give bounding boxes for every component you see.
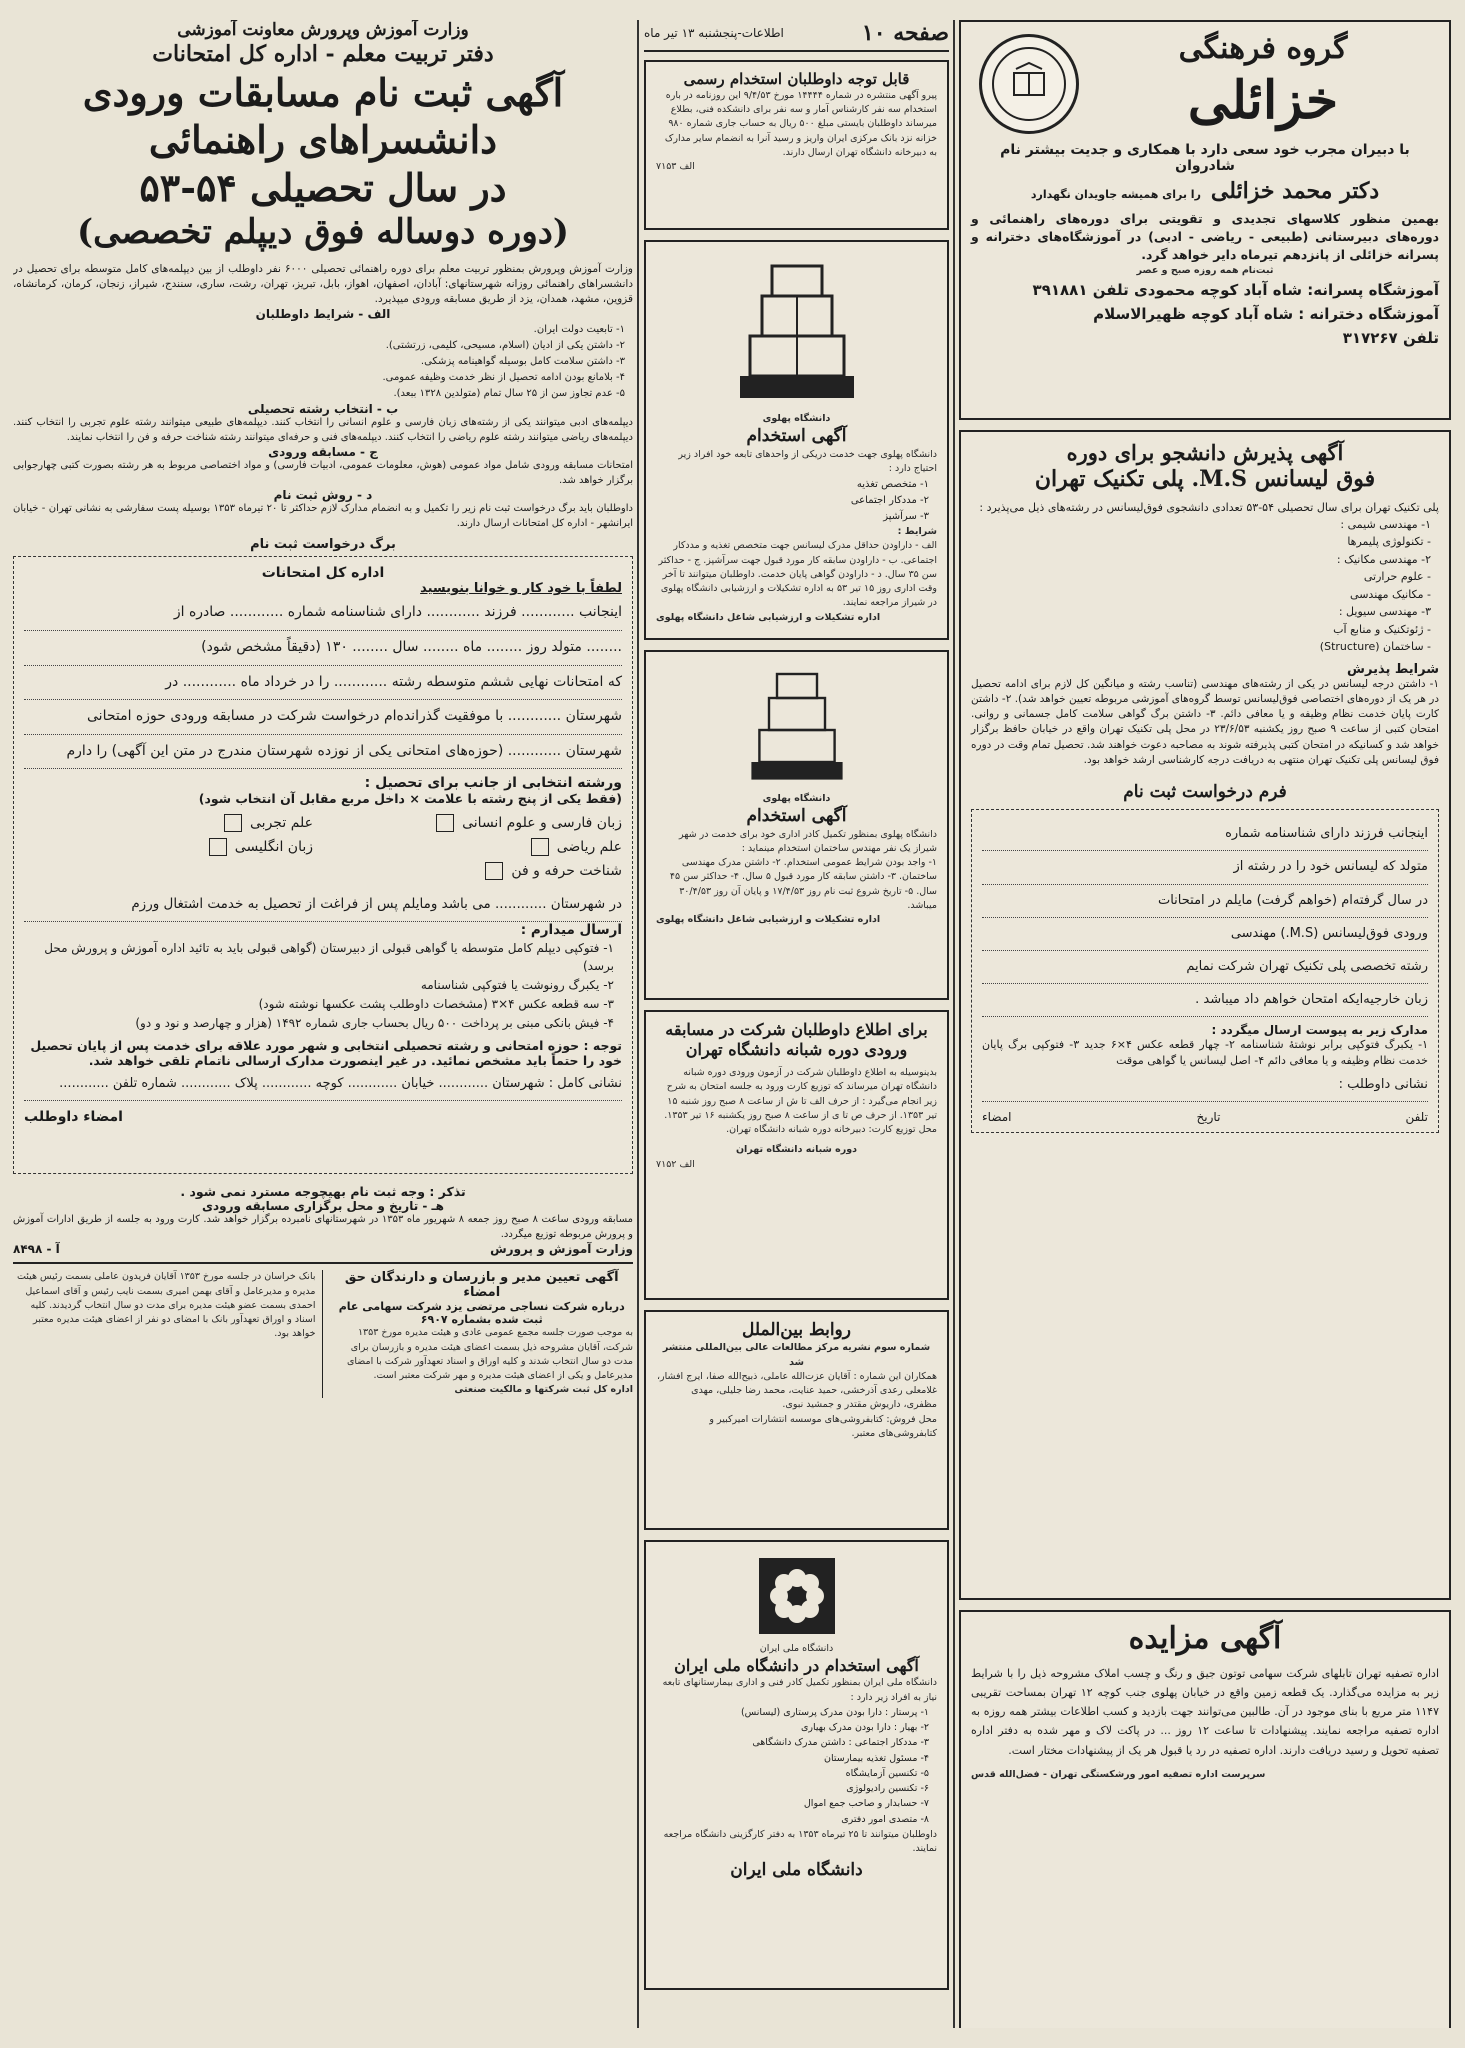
list-item: - علوم حرارتی bbox=[1363, 570, 1431, 584]
melli-positions bbox=[656, 1706, 937, 1827]
field-choice-label: شناخت حرفه و فن bbox=[511, 863, 622, 880]
ministry-title-1: آگهی ثبت نام مسابقات ورودی bbox=[82, 69, 564, 115]
checkbox[interactable] bbox=[531, 838, 549, 856]
dorm-row: در شهرستان ............ می باشد ومایلم پس از فراغت از تحصیل به خدمت اشتغال ورزم bbox=[24, 888, 622, 922]
list-item: - ساختمان (Structure) bbox=[1319, 640, 1431, 654]
ministry-title-3: در سال تحصیلی ۵۴-۵۳ bbox=[139, 164, 507, 210]
time-title: هـ - تاریخ و محل برگزاری مسابقه ورودی bbox=[202, 1199, 444, 1214]
field-choice[interactable] bbox=[24, 838, 313, 856]
list-item: ۸- متصدی امور دفتری bbox=[841, 1813, 929, 1825]
employment-notice-ref: الف ۷۱۵۳ bbox=[656, 161, 695, 172]
night-course-ref: الف ۷۱۵۲ bbox=[656, 1158, 695, 1170]
intl-relations-ad bbox=[644, 1310, 949, 1530]
pahlavi-ad1-conditions-title: شرایط : bbox=[897, 526, 937, 537]
conditions-list bbox=[13, 322, 633, 401]
emblem-book-icon bbox=[1004, 59, 1054, 109]
melli-sig: دانشگاه ملی ایران bbox=[730, 1860, 863, 1881]
send-items bbox=[24, 939, 622, 1032]
list-item: ۱- مهندسی شیمی : bbox=[1340, 517, 1431, 531]
list-item: ۳- سه قطعه عکس ۴×۳ (مشخصات داوطلب پشت عکسها نوشته شود) bbox=[258, 997, 614, 1012]
field-choices bbox=[24, 814, 622, 880]
list-item: - مکانیک مهندسی bbox=[1350, 587, 1431, 601]
form-office: اداره کل امتحانات bbox=[261, 565, 385, 582]
ministry-title-2: دانشسراهای راهنمائی bbox=[148, 117, 498, 163]
list-item: ۲- یکبرگ رونوشت یا فتوکپی شناسنامه bbox=[420, 978, 614, 993]
night-course-title: برای اطلاع داوطلبان شرکت در مسابقه ورودی دوره شبانه دانشگاه تهران bbox=[665, 1020, 928, 1059]
cultural-group-body: بهمین منظور کلاسهای تجدیدی و تقویتی برای دوره‌های راهنمائی و دوره‌های دبیرستانی (طبیعی - ریاضی - ادبی) در آموزشگاه‌های دخترانه و پسرانه خزائلی از پانزدهم تیرماه دایر خواهد گرد. bbox=[971, 210, 1439, 262]
field-choice[interactable] bbox=[24, 814, 313, 832]
list-item: ۲- مهندسی مکانیک : bbox=[1336, 552, 1431, 566]
form-heading: برگ درخواست ثبت نام bbox=[250, 537, 396, 553]
form-row: شهرستان ............ با موفقیت گذرانده‌ام درخواست شرکت در مسابقه ورودی حوزه امتحانی bbox=[24, 700, 622, 735]
cultural-group-person-tail: را برای همیشه جاویدان نگهدارد bbox=[1030, 188, 1201, 201]
auction-title: آگهی مزایده bbox=[1128, 1621, 1282, 1656]
exam-title: ج - مسابقه ورودی bbox=[268, 445, 378, 460]
polytechnic-form-title: فرم درخواست ثبت نام bbox=[1123, 782, 1287, 802]
send-title: ارسال میدارم : bbox=[520, 922, 622, 939]
pahlavi-ad2-conditions: ۱- واجد بودن شرایط عمومی استخدام. ۲- داشتن مدرک مهندسی ساختمان. ۳- داشتن سابقه کار مورد قبول ۵ سال. ۴- حداکثر سن ۴۵ سال. ۵- تاریخ شروع ثبت نام روز ۱۷/۴/۵۳ و پایان آن روز ۳۰/۴/۵۳ میباشد. bbox=[669, 857, 937, 911]
list-item: ۳- سرآشپز bbox=[883, 511, 929, 522]
form-row: ........ متولد روز ........ ماه ........ سال ........ ۱۳۰ (دقیقاً مشخص شود) bbox=[24, 631, 622, 666]
polytechnic-conditions-title: شرایط پذیرش bbox=[1347, 661, 1439, 677]
pahlavi-ad2-sig: اداره تشکیلات و ارزشیابی شاغل دانشگاه پهلوی bbox=[656, 914, 881, 925]
form-row: که امتحانات نهایی ششم متوسطه رشته ............ را در خرداد ماه ............ در bbox=[24, 666, 622, 701]
field-choice-label: علم ریاضی bbox=[556, 839, 622, 856]
polytechnic-ad bbox=[959, 430, 1451, 1600]
form-hint: لطفاً با خود کار و خوانا بنویسید bbox=[420, 581, 622, 597]
ministry-line: وزارت آموزش وپرورش معاونت آموزشی bbox=[177, 20, 469, 40]
employment-notice bbox=[644, 60, 949, 230]
appointment-title: آگهی تعیین مدیر و بازرسان و دارندگان حق امضاء bbox=[344, 1270, 619, 1301]
form-reminder: تذکر : وجه ثبت نام بهیچوجه مسترد نمی شود . bbox=[180, 1184, 466, 1200]
exam-body: امتحانات مسابقه ورودی شامل مواد عمومی (هوش، معلومات عمومی، ادبیات فارسی) و مواد اختصاصی مربوط به هر رشته بصورت کتبی چهارجوابی برگزار خواهد شد. bbox=[13, 460, 633, 486]
list-item: ۲- مددکار اجتماعی bbox=[850, 495, 929, 506]
melli-logo-text: دانشگاه ملی ایران bbox=[759, 1643, 834, 1654]
polytechnic-conditions: ۱- داشتن درجه لیسانس در یکی از رشته‌های مهندسی (تناسب رشته و میانگین کل لازم برای ادامه تحصیل در هر یک از دوره‌های اختصاصی فوق‌لیسانس توسط گروه‌های آموزشی مربوطه تعیین خواهد شد). ۲- داشتن کارت پایان خدمت نظام وظیفه و یا معافی دائم. ۳- داشتن برگ گواهی سلامت کامل جسمانی و روانی. امتحان کتبی از ساعت ۹ صبح روز یکشنبه ۲۳/۶/۵۳ در محل پلی تکنیک تهران واقع در خیابان حافظ برگزار خواهد شد و کسانیکه در امتحان کتبی پذیرفته شوند به مصاحبه دعوت خواهند شد. تحصیل تمام وقت در دوره فوق لیسانس پلی تکنیک تهران منتهی به دریافت درجه کارشناسی ارشد خواهد بود. bbox=[971, 677, 1439, 766]
registration-body: داوطلبان باید برگ درخواست ثبت نام زیر را تکمیل و به انضمام مدارک لازم حداکثر تا ۲۰ تیرماه ۱۳۵۳ بوسیله پست سفارشی به نشانی تهران - خیابان ایرانشهر - اداره کل امتحانات ارسال دارند. bbox=[13, 503, 633, 529]
cultural-group-name: خزائلی bbox=[1187, 69, 1339, 131]
column-divider bbox=[637, 20, 639, 2028]
night-course-ad bbox=[644, 1010, 949, 1300]
list-item: ۱- فتوکپی دیپلم کامل متوسطه یا گواهی قبولی از دبیرستان (گواهی قبولی باید به تائید اداره آموزش و پرورش محل برسد) bbox=[44, 941, 614, 974]
checkbox[interactable] bbox=[436, 814, 454, 832]
intl-relations-body: همکاران این شماره : آقایان عزت‌الله عاملی، ذبیح‌الله صفا، ایرج افشار، غلامعلی رعدی آذرخشی، حمید عنایت، محمد رضا جلیلی، مهدی مظفری، داریوش مقتدر و جمشید نبوی. bbox=[656, 1370, 937, 1411]
checkbox[interactable] bbox=[485, 862, 503, 880]
form-row: رشته تخصصی پلی تکنیک تهران شرکت نمایم bbox=[982, 951, 1428, 984]
melli-deadline: داوطلبان میتوانند تا ۲۵ تیرماه ۱۳۵۳ به دفتر کارگزینی دانشگاه مراجعه نمایند. bbox=[663, 1828, 937, 1854]
ministry-ref: آ - ۸۴۹۸ bbox=[13, 1242, 60, 1257]
auction-body: اداره تصفیه تهران تابلهای شرکت سهامی توتون جیق و رنگ و چسب املاک مشروحه ذیل را با شرایط زیر به مزایده می‌گذارد. یک قطعه زمین واقع در خیابان پهلوی جنب کوچه ۱۲ تهران بمساحت تقریبی ۱۱۴۷ متر مربع با بنای موجود در آن. طالبین می‌توانند جهت بازدید و کسب اطلاعات بیشتر همه روزه به اداره تصفیه مراجعه نمایند. پیشنهادات تا ساعت ۱۲ روز ... در پاکت لاک و مهر شده به دفتر اداره تصفیه تحویل و رسید دریافت دارند. اداره تصفیه در رد یا قبول هر یک از پیشنهادات مختار است. bbox=[971, 1666, 1440, 1757]
night-course-body: بدینوسیله به اطلاع داوطلبان شرکت در آزمون ورودی دوره شبانه دانشگاه تهران میرساند که توزیع کارت ورود به جلسه امتحان به شرح زیر انجام می‌گیرد : از حرف الف تا ش از ساعت ۸ صبح روز شنبه ۱۵ تیر ۱۳۵۳. از حرف ص تا ی از ساعت ۸ صبح روز یکشنبه ۱۶ تیر ۱۳۵۳. محل توزیع کارت: دبیرخانه دوره شبانه دانشگاه تهران. bbox=[664, 1067, 937, 1135]
issue-date: اطلاعات-پنجشنبه ۱۳ تیر ماه bbox=[644, 26, 784, 40]
form-row: متولد که لیسانس خود را در رشته از bbox=[982, 851, 1428, 884]
form-row: ورودی فوق‌لیسانس (M.S.) مهندسی bbox=[982, 918, 1428, 951]
list-item: ۵- تکنسین آزمایشگاه bbox=[845, 1767, 929, 1779]
field-choice-label: علم تجربی bbox=[250, 815, 313, 832]
phone-label: تلفن bbox=[1405, 1110, 1428, 1125]
intl-relations-subtitle: شماره سوم نشریه مرکز مطالعات عالی بین‌المللی منتشر شد bbox=[662, 1342, 931, 1368]
attachments-title: مدارک زیر به پیوست ارسال میگردد : bbox=[1211, 1023, 1428, 1038]
polytechnic-title-1: آگهی پذیرش دانشجو برای دوره bbox=[1066, 440, 1344, 465]
page-number: صفحه ۱۰ bbox=[861, 20, 949, 46]
list-item: ۱- تابعیت دولت ایران. bbox=[533, 324, 625, 336]
ministry-signature: وزارت آموزش و پرورش bbox=[490, 1242, 633, 1257]
cultural-group-intro: با دبیران مجرب خود سعی دارد با همکاری و جدیت بیشتر نام شادروان bbox=[1000, 142, 1410, 174]
pahlavi-ad1-title: آگهی استخدام bbox=[746, 426, 847, 447]
polytechnic-form bbox=[971, 809, 1439, 1133]
form-row: در سال گرفته‌ام (خواهم گرفت) مایلم در امتحانات bbox=[982, 885, 1428, 918]
pahlavi-university-logo-icon bbox=[732, 666, 862, 786]
signature-label: امضاء bbox=[982, 1110, 1012, 1125]
form-row: اینجانب ............ فرزند ............ دارای شناسنامه شماره ............ صادره از bbox=[24, 596, 622, 631]
ministry-intro: وزارت آموزش وپرورش بمنظور تربیت معلم برای دوره راهنمائی تحصیلی ۶۰۰۰ نفر داوطلب از بین دیپلمه‌های کامل متوسطه برای تحصیل در دانشسراهای راهنمائی روزانه شهرستانهای: آبادان، اصفهان، اهواز، بابل، تبریز، تهران، رشت، ساری، سنندج، شیراز، زنجان، کرمان، کرمانشاه، قزوین، مشهد، همدان، یزد از طریق مسابقه ورودی میپذیرد. bbox=[13, 262, 633, 306]
field-choice-label: زبان انگلیسی bbox=[234, 839, 313, 856]
pahlavi-ad1-positions bbox=[656, 477, 937, 524]
applicant-signature: امضاء داوطلب bbox=[24, 1109, 123, 1126]
list-item: ۴- بلامانع بودن ادامه تحصیل از نظر خدمت وظیفه عمومی. bbox=[382, 372, 625, 384]
pahlavi-ad1-sig: اداره تشکیلات و ارزشیابی شاغل دانشگاه پهلوی bbox=[656, 611, 881, 623]
pahlavi-ad1-intro: دانشگاه پهلوی جهت خدمت دریکی از واحدهای تابعه خود افراد زیر احتیاج دارد : bbox=[678, 448, 937, 474]
office-line: دفتر تربیت معلم - اداره کل امتحانات bbox=[152, 41, 494, 68]
appointment-body: به موجب صورت جلسه مجمع عمومی عادی و هیئت مدیره مورخ ۱۳۵۳ شرکت، آقایان مشروحه ذیل بسمت اعضای هیئت مدیره و بازرسان برای مدت دو سال انتخاب شدند و کلیه اوراق و اسناد تعهدآور شرکت با امضای مدیرعامل و یکی از اعضای هیئت مدیره و مهر شرکت معتبر است. bbox=[346, 1327, 633, 1382]
selection-title: ب - انتخاب رشته تحصیلی bbox=[247, 402, 399, 417]
employment-notice-body: پیرو آگهی منتشره در شماره ۱۴۴۴۴ مورخ ۹/۴/۵۳ این روزنامه در باره استخدام سه نفر کارشناس آمار و سه نفر برای دانشکده فنی، بطلاع میرساند داوطلبان بایستی مبلغ ۵۰۰ ریال به حساب جاری شماره ۹۸۰ خزانه نزد بانک مرکزی ایران واریز و رسید آنرا به انضمام سایر مدارک به دبیرخانه دانشگاه تهران ارسال دارند. bbox=[664, 89, 937, 158]
list-item: ۲- بهیار : دارا بودن مدرک بهیاری bbox=[800, 1722, 929, 1733]
cultural-group-person: دکتر محمد خزائلی bbox=[1210, 178, 1380, 204]
melli-title: آگهی استخدام در دانشگاه ملی ایران bbox=[674, 1656, 919, 1676]
list-item: ۲- داشتن یکی از ادیان (اسلام، مسیحی، کلیمی، زرتشتی). bbox=[385, 340, 625, 352]
auction-signature: سرپرست اداره تصفیه امور ورشکستگی تهران - فضل‌الله قدس bbox=[971, 1768, 1266, 1780]
form-row: زبان خارجیه‌ایکه امتحان خواهم داد میباشد . bbox=[982, 984, 1428, 1017]
list-item: ۱- متخصص تغذیه bbox=[856, 479, 929, 490]
form-note: توجه : حوزه امتحانی و رشته تحصیلی انتخابی و شهر مورد علاقه برای خدمت پس از پایان تحصیل خود را حتماً باید مشخص نمائید. در غیر اینصورت مدارک ارسالی ناتمام تلقی خواهد شد. bbox=[30, 1038, 622, 1069]
auction-ad bbox=[959, 1610, 1451, 2028]
list-item: ۶- تکنسین رادیولوژی bbox=[846, 1783, 929, 1794]
list-item: ۷- حسابدار و صاحب جمع اموال bbox=[803, 1798, 929, 1810]
polytechnic-intro: پلی تکنیک تهران برای سال تحصیلی ۵۴-۵۳ تعدادی دانشجوی فوق‌لیسانس در رشته‌های ذیل می‌پذیرد : bbox=[979, 500, 1439, 514]
cultural-group-hours: ثبت‌نام همه روزه صبح و عصر bbox=[1136, 264, 1274, 276]
pahlavi-university-logo-icon bbox=[732, 256, 862, 406]
melli-university-logo-icon bbox=[757, 1556, 837, 1636]
pahlavi-ad1-conditions: الف - داراودن حداقل مدرک لیسانس جهت متخصص تغذیه و مددکار اجتماعی. ب - داراودن سابقه کار مورد قبول جهت سرآشپز. ج - حداکثر سن ۳۵ سال. د - داراودن گواهی پایان خدمت. داوطلبان میتوانند تا آخر وقت اداری روز ۱۵ تیر ۵۳ به اداره تشکیلات و ارزشیابی دانشگاه پهلوی در شیراز مراجعه نمایند. bbox=[658, 540, 937, 609]
field-choice[interactable] bbox=[333, 814, 622, 832]
pahlavi-logo-text: دانشگاه پهلوی bbox=[762, 413, 831, 424]
field-prompt: ورشته انتخابی از جانب برای تحصیل : bbox=[364, 775, 622, 792]
school-emblem bbox=[979, 34, 1079, 134]
melli-intro: دانشگاه ملی ایران بمنظور تکمیل کادر فنی و اداری بیمارستانهای تابعه نیاز به افراد زیر دارد : bbox=[662, 1677, 937, 1703]
form-row: اینجانب فرزند دارای شناسنامه شماره bbox=[982, 818, 1428, 851]
address-line: نشانی داوطلب : bbox=[982, 1069, 1428, 1102]
form-row: شهرستان ............ (حوزه‌های امتحانی یکی از نوزده شهرستان مندرج در متن این آگهی) را دارم bbox=[24, 735, 622, 770]
melli-university-ad bbox=[644, 1540, 949, 1990]
girls-school-phone: تلفن ۳۱۷۲۶۷ bbox=[1342, 329, 1439, 348]
field-choice-label: زبان فارسی و علوم انسانی bbox=[462, 815, 622, 832]
emblem-ring-icon bbox=[992, 47, 1066, 121]
column-divider bbox=[953, 20, 955, 2028]
intl-relations-sale: محل فروش: کتابفروشی‌های موسسه انتشارات امیرکبیر و کتابفروشی‌های معتبر. bbox=[709, 1413, 937, 1439]
list-item: ۴- مسئول تغذیه بیمارستان bbox=[824, 1752, 929, 1764]
polytechnic-field-list bbox=[971, 517, 1439, 656]
intl-relations-title: روابط بین‌الملل bbox=[742, 1320, 851, 1340]
pahlavi-ad2-title: آگهی استخدام bbox=[746, 806, 847, 827]
employment-notice-title: قابل توجه داوطلبان استخدام رسمی bbox=[683, 70, 910, 88]
conditions-title: الف - شرایط داوطلبان bbox=[255, 307, 391, 322]
appointment-sig: اداره کل ثبت شرکتها و مالکیت صنعتی bbox=[454, 1384, 633, 1396]
date-label: تاریخ bbox=[1196, 1110, 1221, 1125]
time-body: مسابقه ورودی ساعت ۸ صبح روز جمعه ۸ شهریور ماه ۱۳۵۳ در شهرستانهای نامبرده برگزار خواهد شد. کارت ورود به جلسه از طریق ادارات آموزش و پرورش مربوطه توزیع میگردد. bbox=[13, 1214, 633, 1240]
list-item: - تکنولوژی پلیمرها bbox=[1347, 535, 1431, 549]
list-item: ۴- فیش بانکی مبنی بر پرداخت ۵۰۰ ریال بحساب جاری شماره ۱۴۹۲ (هزار و چهارصد و نود و دو) bbox=[135, 1016, 614, 1031]
selection-body: دیپلمه‌های ادبی میتوانند یکی از رشته‌های زبان فارسی و علوم انسانی را انتخاب کنند. دیپلمه‌های طبیعی میتوانند رشته علوم تجربی را انتخاب کنند. دیپلمه‌های ریاضی میتوانند رشته علوم ریاضی را انتخاب کنند. دیپلمه‌های فنی و حرفه‌ای میتوانند رشته شناخت حرفه و فن را انتخاب نمایند. bbox=[13, 417, 633, 443]
field-choice[interactable] bbox=[333, 838, 622, 856]
list-item: ۳- داشتن سلامت کامل بوسیله گواهینامه پزشکی. bbox=[420, 356, 625, 368]
appointment-notice bbox=[331, 1270, 634, 1397]
list-item: - ژئوتکنیک و منابع آب bbox=[1333, 622, 1431, 636]
registration-form bbox=[13, 556, 633, 1174]
attachments-list: ۱- یکبرگ فتوکپی برابر نوشتۀ شناسنامه ۲- چهار قطعه عکس ۴×۶ جدید ۳- فتوکپی برگ پایان خدمت نظام وظیفه و یا معافی دائم ۴- اصل لیسانس یا گواهی موقت bbox=[982, 1038, 1429, 1068]
pahlavi-ad-2 bbox=[644, 650, 949, 1000]
field-choice[interactable] bbox=[333, 862, 622, 880]
appointment-subtitle: درباره شرکت نساجی مرتضی یزد شرکت سهامی عام ثبت شده بشماره ۶۹۰۷ bbox=[338, 1300, 625, 1327]
girls-school-address: آموزشگاه دخترانه : شاه آباد کوچه ظهیرالاسلام bbox=[1093, 305, 1439, 324]
list-item: ۳- مددکار اجتماعی : داشتن مدرک دانشگاهی bbox=[752, 1737, 929, 1749]
page-header-strip bbox=[644, 20, 949, 52]
pahlavi-ad-1 bbox=[644, 240, 949, 640]
polytechnic-title-2: فوق لیسانس M.S. پلی تکنیک تهران bbox=[1034, 466, 1376, 493]
address-row: نشانی کامل : شهرستان ............ خیابان ............ کوچه ............ پلاک ............ شماره تلفن ............ bbox=[24, 1068, 622, 1101]
night-course-sig: دوره شبانه دانشگاه تهران bbox=[735, 1144, 858, 1156]
pahlavi-ad2-intro: دانشگاه پهلوی بمنظور تکمیل کادر اداری خود برای خدمت در شهر شیراز یک نفر مهندس ساختمان استخدام مینماید : bbox=[679, 828, 937, 854]
list-item: ۳- مهندسی سیویل : bbox=[1338, 605, 1431, 619]
boys-school-address: آموزشگاه پسرانه: شاه آباد کوچه محمودی تلفن ۳۹۱۸۸۱ bbox=[1032, 281, 1439, 300]
middle-column bbox=[644, 20, 949, 2028]
registration-title: د - روش ثبت نام bbox=[273, 488, 373, 503]
field-hint: (فقط یکی از پنج رشته با علامت × داخل مربع مقابل آن انتخاب شود) bbox=[198, 791, 622, 807]
checkbox[interactable] bbox=[209, 838, 227, 856]
list-item: ۱- پرستار : دارا بودن مدرک پرستاری (لیسانس) bbox=[740, 1706, 929, 1718]
list-item: ۵- عدم تجاوز سن از ۲۵ سال تمام (متولدین ۱۳۲۸ ببعد). bbox=[393, 388, 625, 400]
bottom-left-body: بانک خراسان در جلسه مورخ ۱۳۵۳ آقایان فریدون عاملی بسمت رئیس هیئت مدیره و مدیرعامل و آقای بهمن امیری بسمت نایب رئیس و آقای اسماعیل احمدی بسمت عضو هیئت مدیره برای مدت دو سال انتخاب گردیدند. کلیه اسناد و اوراق تعهدآور بانک با امضای دو نفر از اعضای هیئت مدیره معتبر خواهد بود. bbox=[16, 1271, 316, 1340]
right-column bbox=[959, 20, 1451, 2028]
left-column bbox=[13, 20, 633, 2028]
pahlavi-logo-text: دانشگاه پهلوی bbox=[762, 793, 831, 804]
checkbox[interactable] bbox=[224, 814, 242, 832]
cultural-group-title: گروه فرهنگی bbox=[1178, 31, 1348, 66]
ministry-title-4: (دوره دوساله فوق دیپلم تخصصی) bbox=[77, 212, 569, 253]
ministry-ad bbox=[13, 20, 633, 1256]
bottom-left-notice bbox=[13, 1270, 323, 1397]
cultural-group-ad bbox=[959, 20, 1451, 420]
